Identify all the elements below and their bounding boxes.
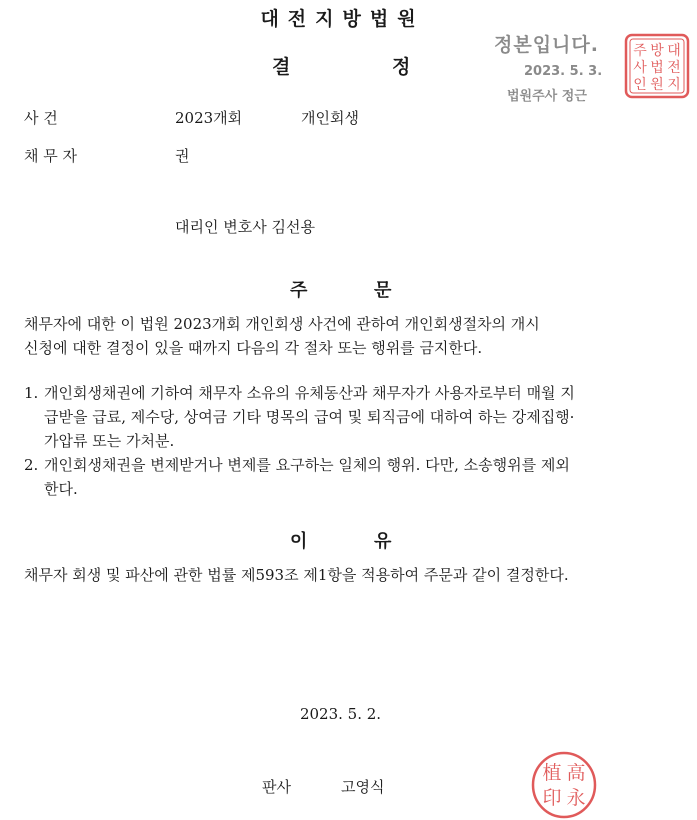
order-heading-char-1: 주 [290,280,308,301]
document-title-char-2: 정 [392,56,411,78]
reason-heading-char-2: 유 [374,531,392,552]
order-item-number: 2. [24,456,39,474]
case-type: 개인회생 [301,109,359,127]
seal-character: 인 [633,77,647,93]
seal-character: 印 [542,787,562,809]
document-title-char-1: 결 [272,56,291,78]
judge-name: 고영식 [341,778,385,796]
order-item [24,453,664,501]
certified-copy-stamp-date: 2023. 5. 3. [524,64,603,79]
order-item-line: 가압류 또는 가처분. [44,432,175,450]
debtor-label: 채 무 자 [24,147,78,165]
seal-character: 植 [542,762,562,784]
court-name: 대전지방법원 [260,8,425,30]
order-intro-line: 채무자에 대한 이 법원 2023개회 개인회생 사건에 관하여 개인회생절차의 개시 [24,315,540,333]
seal-character: 원 [650,77,664,93]
seal-character: 전 [667,60,681,76]
certified-copy-stamp-officer: 법원주사 정근 [507,89,587,104]
reason-text [24,563,664,587]
order-item-line: 개인회생채권을 변제받거나 변제를 요구하는 일체의 행위. 다만, 소송행위를 제외 [44,456,570,474]
order-intro-line: 신청에 대한 결정이 있을 때까지 다음의 각 절차 또는 행위를 금지한다. [24,339,483,357]
seal-character: 사 [633,60,647,76]
seal-character: 지 [667,77,681,93]
order-item-line: 급받을 급료, 제수당, 상여금 기타 명목의 급여 및 퇴직금에 대하여 하는 강제집행· [44,408,575,426]
order-item-line: 개인회생채권에 기하여 채무자 소유의 유체동산과 채무자가 사용자로부터 매월 지 [44,384,575,402]
seal-character: 高 [566,762,586,784]
case-label: 사 건 [24,109,58,127]
debtor-name: 권 [175,147,190,165]
seal-character: 永 [566,787,586,809]
certified-copy-stamp-title: 정본입니다. [494,34,599,56]
order-intro [24,312,664,360]
judge-seal-round [530,748,598,820]
debtor-representative: 대리인 변호사 김선용 [175,218,315,236]
reason-heading-char-1: 이 [290,531,308,552]
decision-date: 2023. 5. 2. [299,705,382,723]
judge-role: 판사 [262,778,291,796]
seal-character: 주 [633,43,647,59]
reason-text-line: 채무자 회생 및 파산에 관한 법률 제593조 제1항을 적용하여 주문과 같이 결정한다. [24,566,569,584]
court-seal-square [624,33,690,99]
seal-character: 방 [650,43,664,59]
seal-character: 대 [667,43,681,59]
order-item [24,381,664,453]
order-item-line: 한다. [44,480,78,498]
order-item-number: 1. [24,384,39,402]
order-heading-char-2: 문 [374,280,392,301]
case-number: 2023개회 [175,109,243,127]
seal-character: 법 [650,60,664,76]
order-items-list [24,381,664,501]
